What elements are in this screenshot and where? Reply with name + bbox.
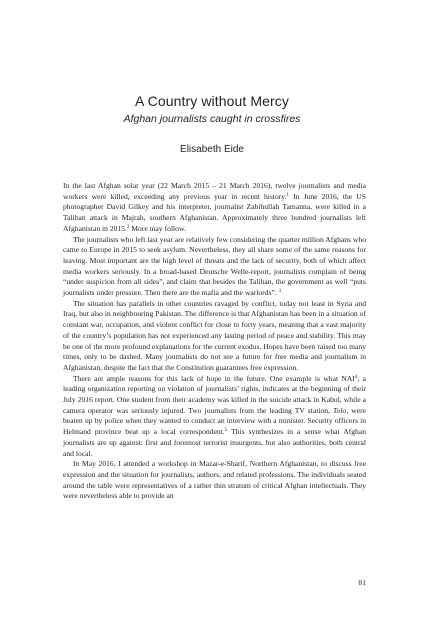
footnote-marker: 4: [354, 374, 358, 380]
chapter-body: [63, 181, 366, 502]
page-number: 81: [358, 578, 366, 587]
paragraph-text: , were beaten up by police when they wanted to conduct an interview with a minister. Security officers in Helmand province beat up a local correspondent.: [63, 405, 366, 437]
paragraph-text: More may follow.: [129, 223, 186, 233]
paragraph-text: , a leading organization reporting on violation of journalists’ rights, indicates at the beginning of their July 2016 report. One student from their academy was killed in the suicide attack in Kabul, while a camera operator was seriously injured. Two journalists from the leading TV station,: [63, 373, 366, 415]
chapter-author: Elisabeth Eide: [180, 144, 244, 155]
paragraph-text: The situation has parallels in other countries ravaged by conflict, today not least in Syria and Iraq, but also in neighbouring Pakistan. The difference is that Afghanistan has been in a situation of constant war, occupation, and violent conflict for close to forty years, meaning that a vast majority of the country’s population has not experienced any lasting period of peace and stability. This may be one of the more profound explanations for the current exodus. Hopes have been raised too many times, only to be dashed. Many journalists do not see a future for free media and journalism in Afghanistan, despite the fact that the Constitution guarantees free expression.: [63, 298, 366, 372]
footnote-marker: 3: [278, 289, 282, 295]
paragraph-text: The journalists who left last year are relatively few considering the quarter million Afghans who came to Europe in 2015 to seek asylum. Nevertheless, they all share some of the same reasons for leaving. Most important are the high level of threats and the lack of security, both of which affect media workers seriously. In a broad-based Deutsche Welle-report, journalists complain of being “under suspicion from all sides”, and claim that besides the Taliban, the government as well “puts journalists under pressure. Then there are the mafia and the warlords”.: [63, 234, 366, 298]
body-paragraph: [63, 374, 366, 460]
paragraph-text: This synthesizes in a sense what Afghan journalists are up against: first and foremost terrorist insurgents, but also authorities, both central and local.: [63, 427, 366, 458]
italic-text: Tolo: [333, 405, 347, 415]
body-paragraph: [63, 459, 366, 502]
footnote-marker: 2: [126, 224, 130, 230]
footnote-marker: 5: [224, 428, 228, 434]
paragraph-text: There are ample reasons for this lack of hope in the future. One example is what NAI: [73, 373, 355, 383]
chapter-title: A Country without Mercy: [134, 93, 290, 109]
paragraph-text: In the last Afghan solar year (22 March 2015 – 21 March 2016), twelve journalists and media workers were killed, exceeding any previous year in recent history.: [63, 181, 366, 201]
body-paragraph: [63, 299, 366, 374]
chapter-subtitle: Afghan journalists caught in crossfires: [123, 113, 301, 125]
body-paragraph: [63, 235, 366, 299]
body-paragraph: [63, 181, 366, 235]
footnote-marker: 1: [286, 192, 290, 198]
paragraph-text: In May 2016, I attended a workshop in Mazar-e-Sharif, Northern Afghanistan, to discuss free expression and the situation for journalists, authors, and related professions. The individuals seated around the table were representatives of a rather thin stratum of critical Afghan intellectuals. They were nevertheless able to provide an: [63, 459, 366, 501]
paragraph-text: In June 2016, the US photographer David Gilkey and his interpreter, journalist Zabihullah Tamanna, were killed in a Taliban attack in Majrah, southern Afghanistan. Approximately three hundred journalists left Afghanistan in 2015.: [63, 191, 366, 233]
